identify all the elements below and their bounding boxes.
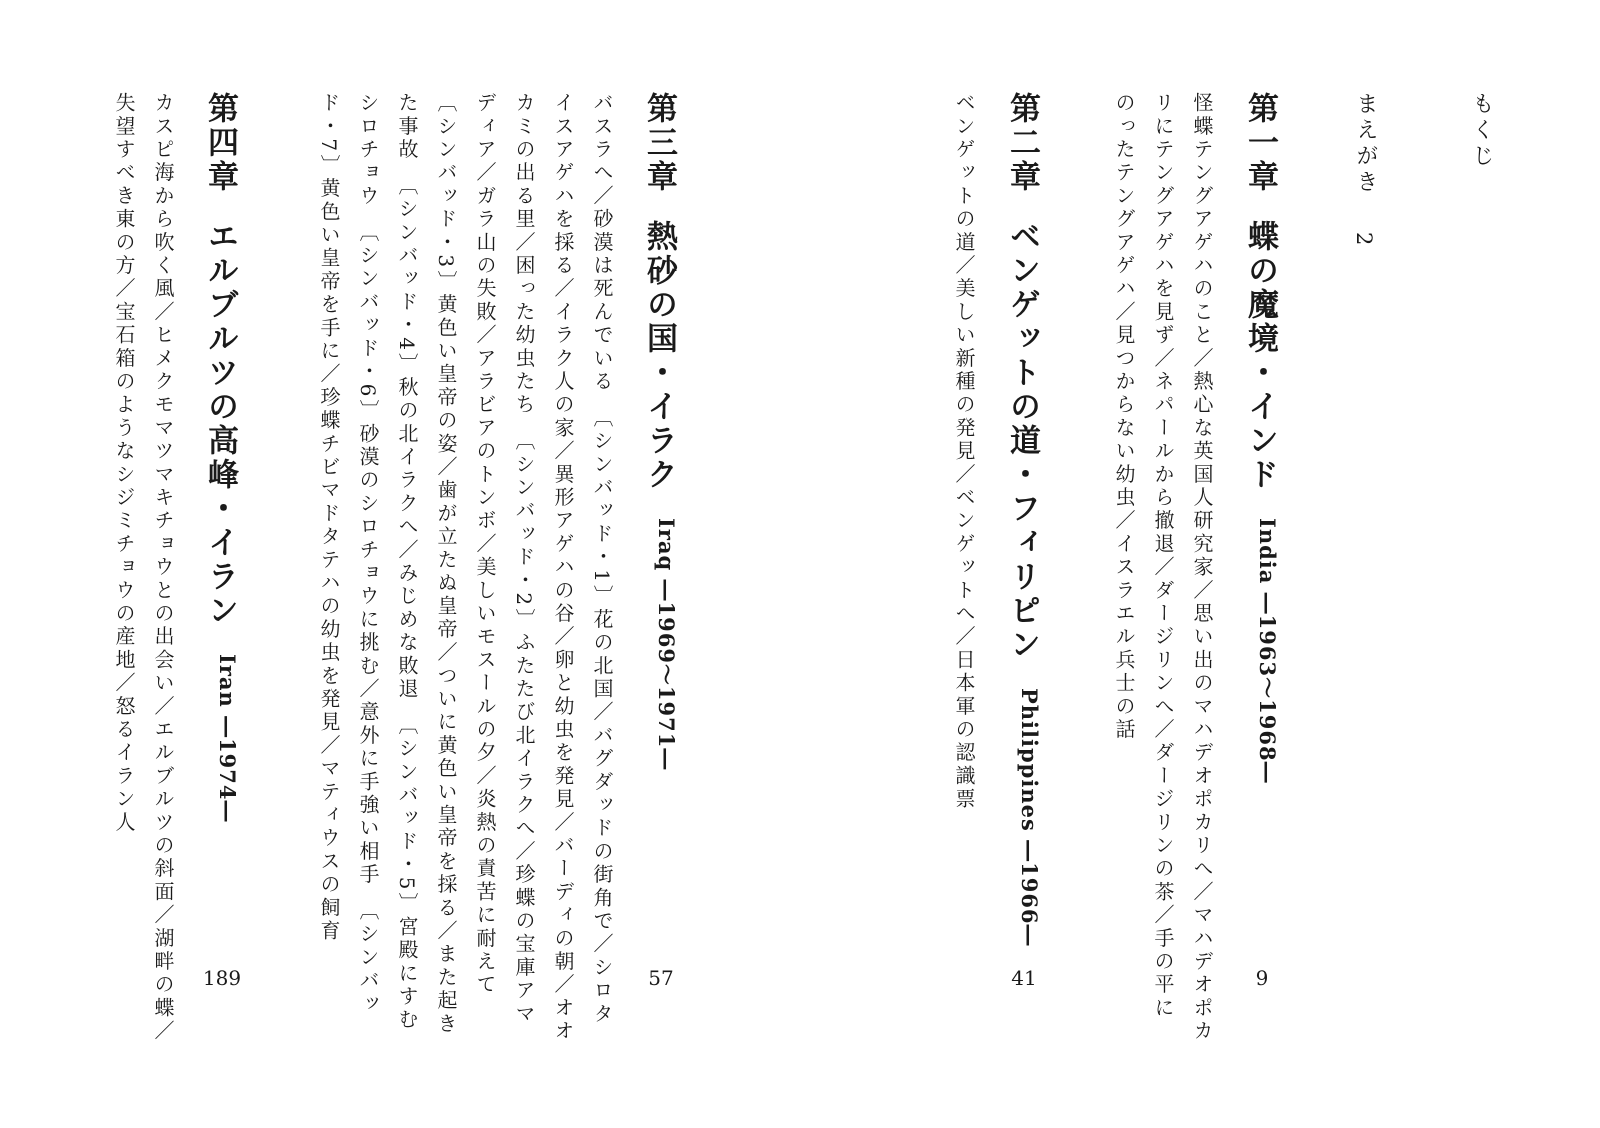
- chapter-3-line-1: バスラへ／砂漠は死んでいる 〔シンバッド・1〕花の北国／バグダッドの街角で／シロタ: [590, 92, 614, 1026]
- chapter-3-heading[interactable]: [643, 92, 677, 770]
- chapter-1-line-2: リにテングアゲハを見ず／ネパールから撤退／ダージリンへ／ダージリンの茶／手の平に: [1151, 92, 1175, 1020]
- chapter-4-page: 189: [202, 966, 242, 990]
- chapter-3-line-8: ド・7〕黄色い皇帝を手に／珍蝶チビマドタテハの幼虫を発見／マティウスの飼育: [317, 92, 341, 944]
- chapter-1-page: 9: [1255, 966, 1269, 990]
- chapter-4-title: エルブルツの高峰・イラン: [202, 220, 238, 628]
- toc-title: もくじ: [1469, 92, 1494, 170]
- chapter-1-subtitle: India ―1963〜1968―: [1255, 518, 1280, 784]
- chapter-3-line-5: 〔シンバッド・3〕黄色い皇帝の姿／歯が立たぬ皇帝／ついに黄色い皇帝を採る／また起き: [434, 92, 458, 1036]
- chapter-4-number: 第四章: [202, 92, 238, 194]
- preface-label[interactable]: まえがき: [1353, 92, 1378, 196]
- chapter-1-heading[interactable]: [1244, 92, 1278, 784]
- chapter-3-line-4: ディア／ガラ山の失敗／アラビアのトンボ／美しいモスールの夕／炎熱の責苦に耐えて: [473, 92, 497, 997]
- chapter-2-heading[interactable]: [1006, 92, 1040, 947]
- chapter-3-page: 57: [648, 966, 674, 990]
- chapter-3-number: 第三章: [641, 92, 677, 194]
- chapter-3-line-6: た事故 〔シンバッド・4〕秋の北イラクへ／みじめな敗退 〔シンバッド・5〕宮殿にすむ: [395, 92, 419, 1032]
- chapter-3-line-2: イスアゲハを採る／イラク人の家／異形アゲハの谷／卵と幼虫を発見／バーディの朝／オオ: [551, 92, 575, 1044]
- chapter-4-subtitle: Iran ―1974―: [215, 654, 240, 823]
- chapter-2-title: ベンゲットの道・フィリピン: [1004, 220, 1040, 662]
- chapter-4-heading[interactable]: [204, 92, 238, 823]
- chapter-2-number: 第二章: [1004, 92, 1040, 194]
- chapter-2-page: 41: [1011, 966, 1037, 990]
- preface-page: 2: [1352, 232, 1376, 246]
- chapter-2-line-1: ベンゲットの道／美しい新種の発見／ベンゲットへ／日本軍の認識票: [952, 92, 976, 812]
- chapter-3-line-3: カミの出る里／困った幼虫たち 〔シンバッド・2〕ふたたび北イラクへ／珍蝶の宝庫アマ: [512, 92, 536, 1026]
- chapter-1-line-3: のったテングアゲハ／見つからない幼虫／イスラエル兵士の話: [1112, 92, 1136, 742]
- chapter-1-number: 第一章: [1242, 92, 1278, 194]
- chapter-3-title: 熱砂の国・イラク: [641, 220, 677, 492]
- chapter-1-title: 蝶の魔境・インド: [1242, 220, 1278, 492]
- chapter-4-line-2: 失望すべき東の方／宝石箱のようなシジミチョウの産地／怒るイラン人: [112, 92, 136, 835]
- chapter-2-subtitle: Philippines ―1966―: [1017, 688, 1042, 947]
- chapter-3-line-7: シロチョウ 〔シンバッド・6〕砂漠のシロチョウに挑む／意外に手強い相手 〔シンバッ: [356, 92, 380, 1016]
- chapter-4-line-1: カスピ海から吹く風／ヒメクモマツマキチョウとの出会い／エルブルツの斜面／湖畔の蝶／: [151, 92, 175, 1044]
- chapter-3-subtitle: Iraq ―1969〜1971―: [654, 518, 679, 771]
- chapter-1-line-1: 怪蝶テングアゲハのこと／熱心な英国人研究家／思い出のマハデオポカリへ／マハデオポカ: [1190, 92, 1214, 1044]
